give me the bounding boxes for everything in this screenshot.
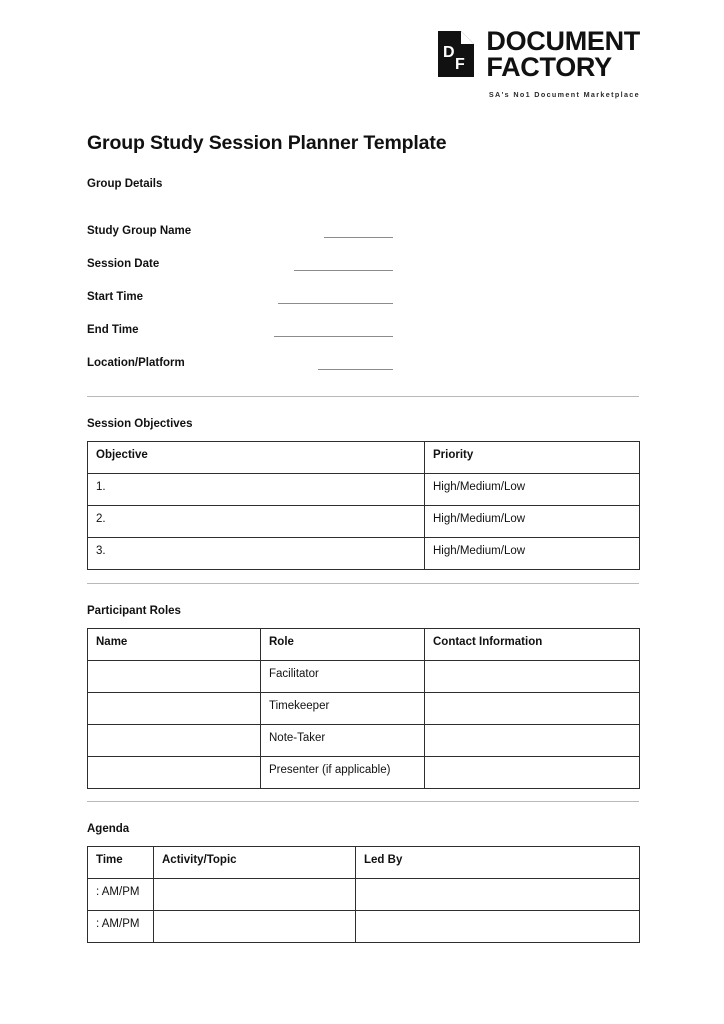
column-header-role: Role [261, 629, 425, 661]
table-header-row [88, 847, 640, 879]
cell-name-3[interactable] [88, 725, 261, 757]
cell-role-2[interactable]: Timekeeper [261, 693, 425, 725]
table-header-row [88, 442, 640, 474]
cell-role-4[interactable]: Presenter (if applicable) [261, 757, 425, 789]
column-header-name: Name [88, 629, 261, 661]
field-row-location-platform [87, 338, 639, 371]
column-header-contact-information: Contact Information [425, 629, 640, 661]
table-row [88, 757, 640, 789]
table-row [88, 911, 640, 943]
field-rule-track [143, 291, 639, 305]
cell-objective-1[interactable]: 1. [88, 474, 425, 506]
cell-objective-2[interactable]: 2. [88, 506, 425, 538]
cell-activity-2[interactable] [154, 911, 356, 943]
cell-role-1[interactable]: Facilitator [261, 661, 425, 693]
page-title: Group Study Session Planner Template [87, 132, 447, 154]
field-label-location-platform: Location/Platform [87, 356, 185, 369]
cell-priority-2[interactable]: High/Medium/Low [425, 506, 640, 538]
field-row-study-group-name [87, 206, 639, 239]
field-label-end-time: End Time [87, 323, 139, 336]
end-time-input[interactable] [274, 336, 393, 337]
field-row-session-date [87, 239, 639, 272]
field-rule-track [185, 357, 639, 371]
cell-name-4[interactable] [88, 757, 261, 789]
cell-name-2[interactable] [88, 693, 261, 725]
field-rule-track [191, 225, 639, 239]
cell-time-1[interactable]: : AM/PM [88, 879, 154, 911]
section-heading-agenda: Agenda [87, 823, 130, 835]
cell-contact-3[interactable] [425, 725, 640, 757]
cell-name-1[interactable] [88, 661, 261, 693]
cell-activity-1[interactable] [154, 879, 356, 911]
brand-tagline: SA's No1 Document Marketplace [488, 89, 640, 99]
column-header-led-by: Led By [356, 847, 640, 879]
section-heading-participant-roles: Participant Roles [87, 605, 181, 617]
brand-word-factory: FACTORY [486, 52, 612, 83]
location-platform-input[interactable] [318, 369, 393, 370]
svg-text:D: D [443, 44, 455, 62]
field-label-study-group-name: Study Group Name [87, 224, 192, 237]
table-row [88, 538, 640, 570]
column-header-priority: Priority [425, 442, 640, 474]
cell-objective-3[interactable]: 3. [88, 538, 425, 570]
column-header-activity-topic: Activity/Topic [154, 847, 356, 879]
table-row [88, 725, 640, 757]
table-row [88, 661, 640, 693]
cell-led-by-2[interactable] [356, 911, 640, 943]
session-date-input[interactable] [294, 270, 393, 271]
table-row [88, 693, 640, 725]
section-heading-session-objectives: Session Objectives [87, 418, 193, 430]
table-row [88, 474, 640, 506]
cell-priority-1[interactable]: High/Medium/Low [425, 474, 640, 506]
field-rule-track [139, 324, 639, 338]
participant-roles-table [87, 628, 640, 789]
field-label-session-date: Session Date [87, 257, 160, 270]
column-header-objective: Objective [88, 442, 425, 474]
cell-led-by-1[interactable] [356, 879, 640, 911]
table-row [88, 879, 640, 911]
study-group-name-input[interactable] [324, 237, 393, 238]
group-details-fields [87, 190, 639, 371]
field-row-end-time [87, 305, 639, 338]
field-row-start-time [87, 272, 639, 305]
session-objectives-table [87, 441, 640, 570]
cell-contact-2[interactable] [425, 693, 640, 725]
cell-time-2[interactable]: : AM/PM [88, 911, 154, 943]
table-header-row [88, 629, 640, 661]
section-heading-group-details: Group Details [87, 178, 163, 190]
column-header-time: Time [88, 847, 154, 879]
cell-contact-1[interactable] [425, 661, 640, 693]
field-label-start-time: Start Time [87, 290, 144, 303]
brand-word-document: DOCUMENT [486, 26, 640, 56]
document-body [87, 0, 639, 943]
cell-priority-3[interactable]: High/Medium/Low [425, 538, 640, 570]
agenda-table [87, 846, 640, 943]
field-rule-track [159, 258, 639, 272]
table-row [88, 506, 640, 538]
start-time-input[interactable] [278, 303, 393, 304]
cell-contact-4[interactable] [425, 757, 640, 789]
svg-text:F: F [455, 56, 466, 74]
cell-role-3[interactable]: Note-Taker [261, 725, 425, 757]
